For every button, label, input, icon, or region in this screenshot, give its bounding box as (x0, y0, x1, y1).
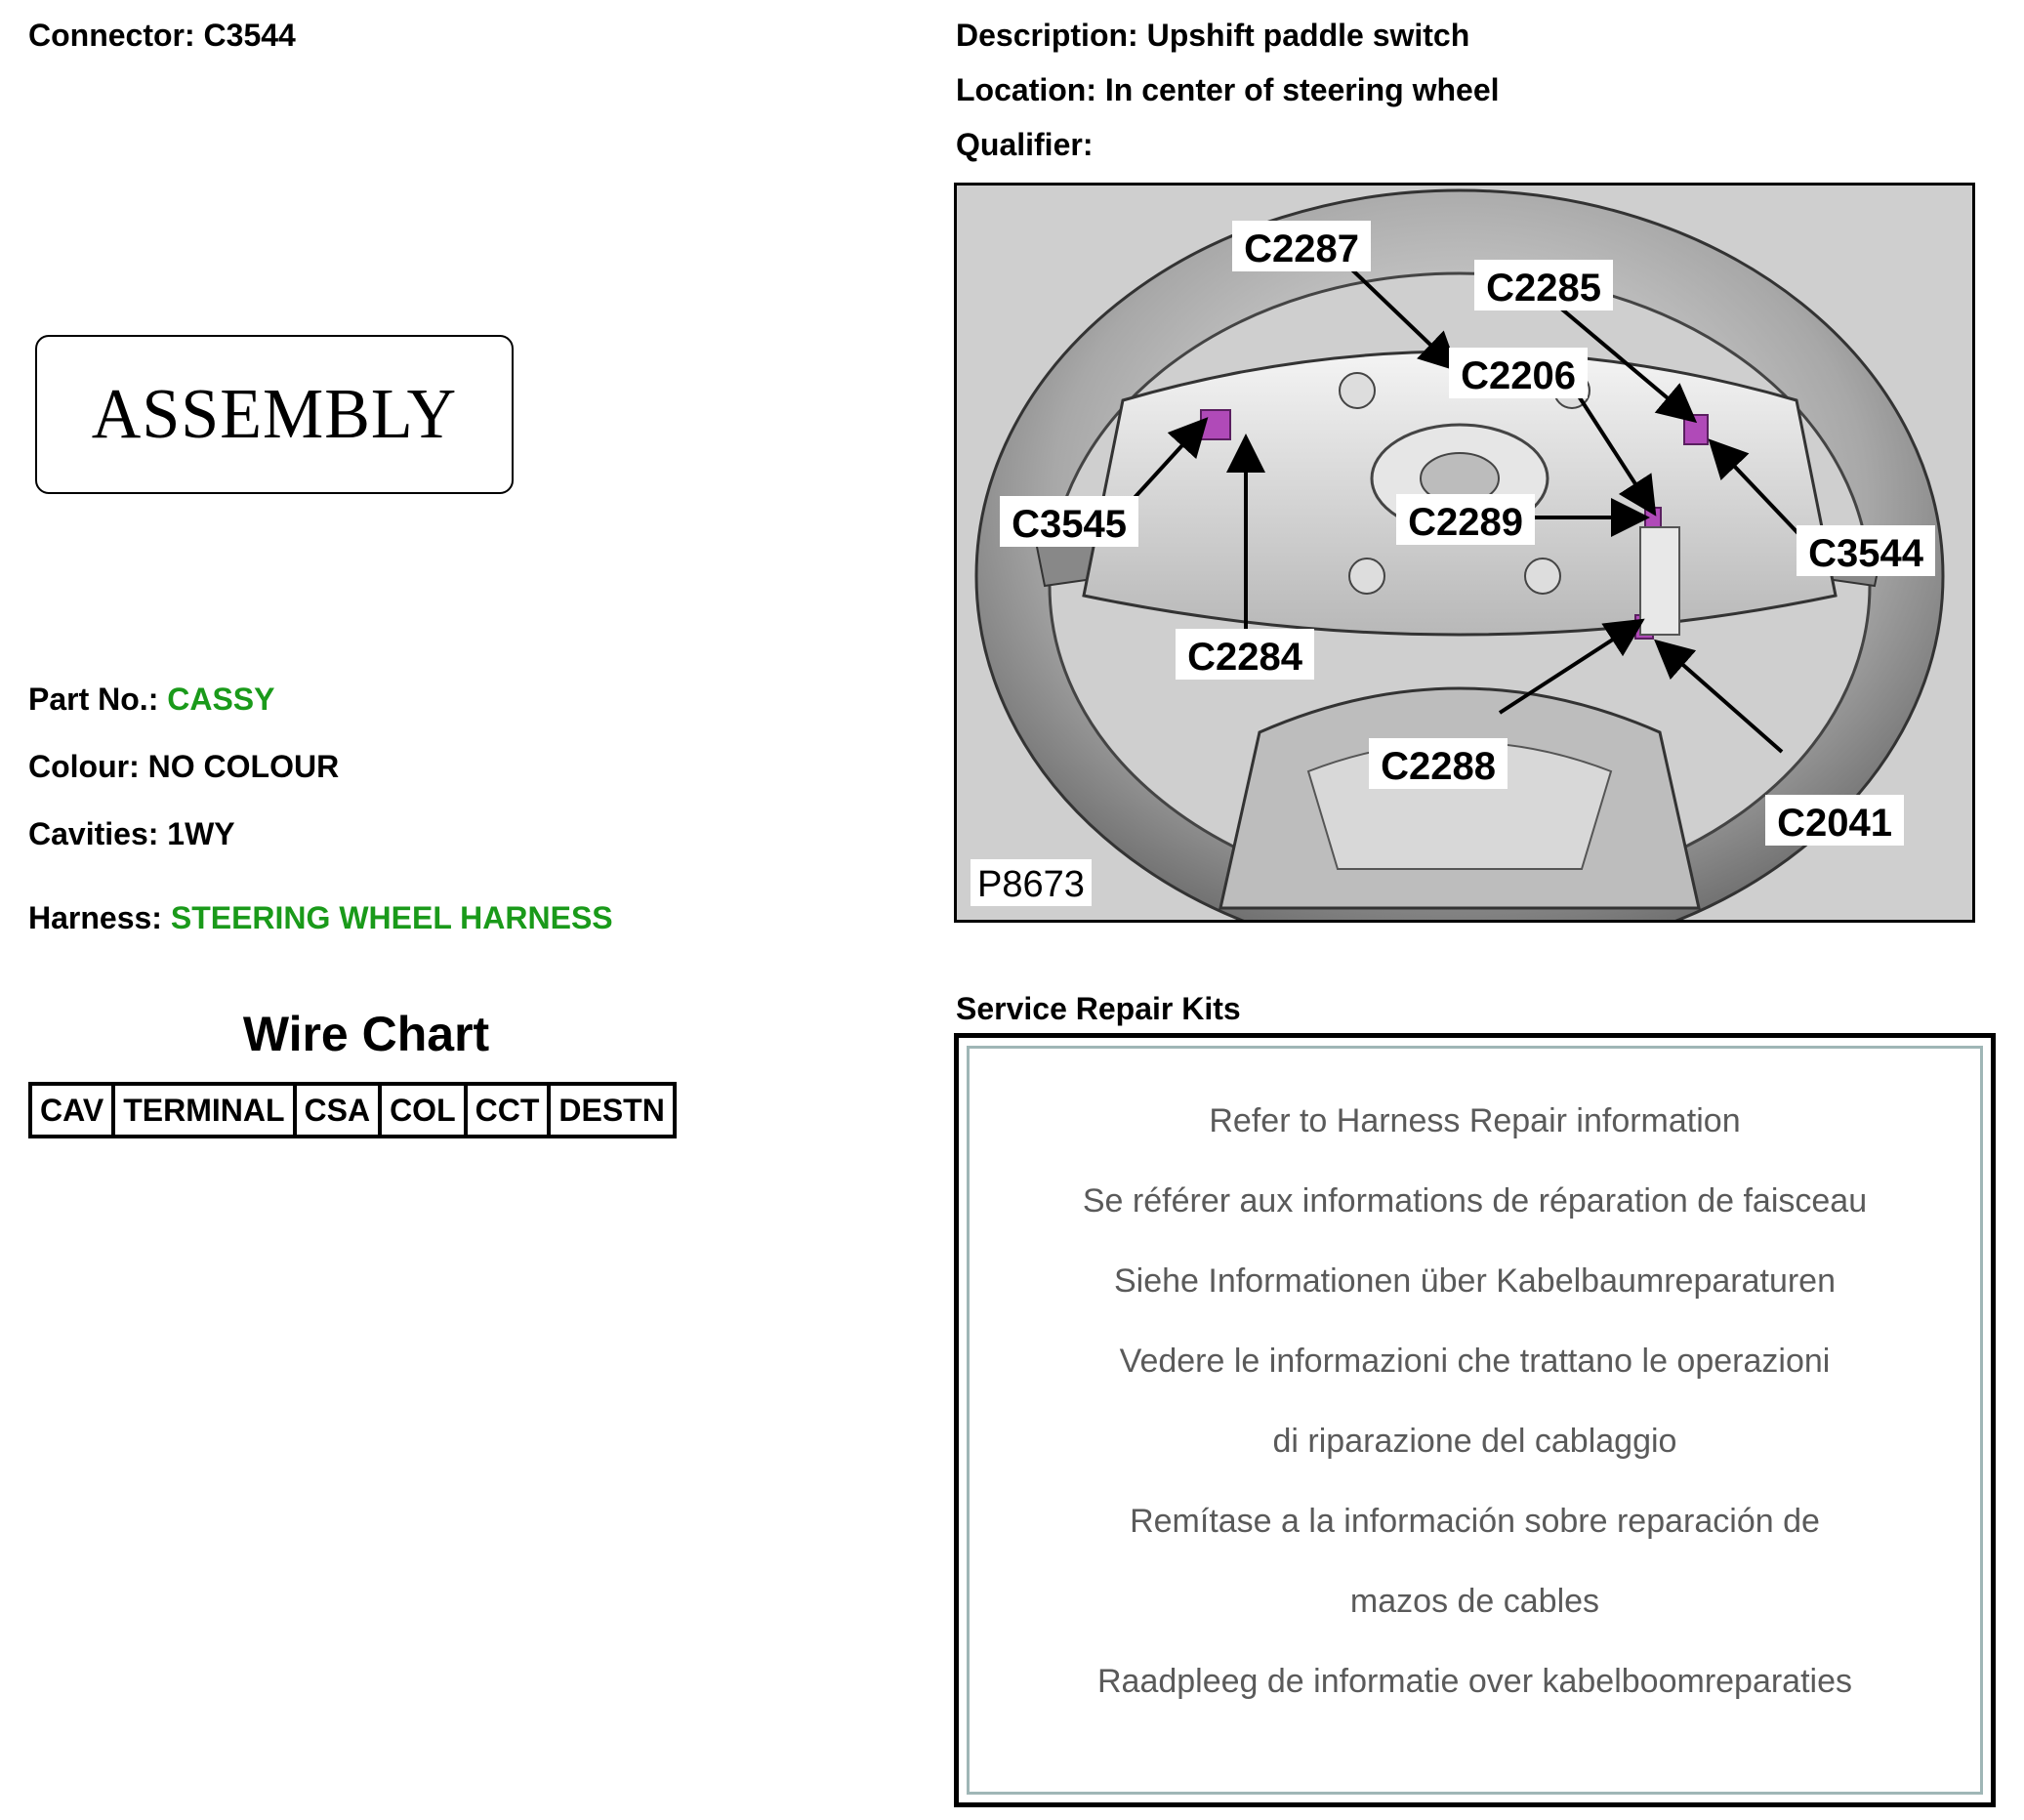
kit-line-it-1: Vedere le informazioni che trattano le operazioni (1119, 1343, 1831, 1380)
part-number-value[interactable]: CASSY (167, 682, 275, 717)
col-terminal: TERMINAL (115, 1086, 296, 1135)
kit-line-nl: Raadpleeg de informatie over kabelboomreparaties (1096, 1663, 1853, 1700)
cavities-field (28, 816, 235, 852)
callout-c3544 (1797, 525, 1935, 576)
col-cct: CCT (468, 1086, 552, 1135)
wire-chart-title: Wire Chart (242, 1007, 490, 1061)
col-destn: DESTN (558, 1092, 665, 1128)
callout-c2289 (1396, 494, 1535, 545)
part-number-field (28, 682, 274, 718)
connector-value: C3544 (203, 18, 296, 53)
callout-c2285 (1474, 260, 1613, 310)
colour-field (28, 749, 339, 785)
kit-line-fr: Se référer aux informations de réparation de faisceau (1082, 1182, 1868, 1220)
callout-c2041 (1765, 795, 1904, 846)
callout-c2288 (1369, 738, 1508, 789)
kit-line-es-1: Remítase a la información sobre reparación de (1130, 1503, 1820, 1540)
svg-text:C3544: C3544 (1808, 532, 1923, 575)
callout-c3545 (1000, 496, 1138, 547)
cavities-label: Cavities: (28, 816, 159, 851)
qualifier-field (956, 127, 1093, 163)
qualifier-label: Qualifier: (956, 127, 1094, 162)
svg-text:C2206: C2206 (1461, 354, 1576, 397)
description-value: Upshift paddle switch (1146, 18, 1470, 53)
harness-label: Harness: (28, 900, 162, 935)
connector-c3544-shape (1684, 415, 1708, 444)
wire-chart-header-row (32, 1086, 673, 1135)
svg-text:P8673: P8673 (977, 864, 1085, 905)
connector-label: Connector: (28, 18, 195, 53)
callout-c2206 (1449, 348, 1588, 398)
description-label: Description: (956, 18, 1138, 53)
harness-field (28, 900, 613, 936)
callout-c2287 (1232, 221, 1371, 271)
col-cav: CAV (32, 1086, 115, 1135)
assembly-text: ASSEMBLY (91, 374, 458, 454)
connector-c3545-shape (1201, 410, 1230, 439)
kit-line-de: Siehe Informationen über Kabelbaumreparaturen (1113, 1262, 1837, 1300)
wire-chart-table (28, 1082, 677, 1138)
cavities-value: 1WY (167, 816, 235, 851)
description-field (956, 18, 1469, 54)
connector-field (28, 18, 296, 54)
svg-text:C2285: C2285 (1486, 267, 1601, 310)
colour-label: Colour: (28, 749, 140, 784)
assembly-box (35, 335, 514, 494)
steering-wheel-figure (954, 183, 1975, 923)
kit-line-es-2: mazos de cables (1349, 1583, 1600, 1620)
svg-text:C2284: C2284 (1187, 636, 1302, 679)
svg-text:C2287: C2287 (1244, 228, 1359, 270)
location-field (956, 72, 1500, 108)
svg-text:C2041: C2041 (1777, 802, 1892, 845)
col-col: COL (382, 1086, 468, 1135)
colour-value: NO COLOUR (147, 749, 340, 784)
part-number-label: Part No.: (28, 682, 159, 717)
col-csa: CSA (297, 1086, 383, 1135)
harness-value[interactable]: STEERING WHEEL HARNESS (170, 900, 613, 935)
kit-line-it-2: di riparazione del cablaggio (1272, 1423, 1677, 1460)
service-kits-box (954, 1033, 1996, 1807)
figure-id (971, 859, 1092, 906)
callout-c2284 (1176, 629, 1314, 680)
connector-c2206-shape (1645, 508, 1661, 527)
location-value: In center of steering wheel (1104, 72, 1500, 107)
service-kits-title: Service Repair Kits (956, 991, 1241, 1026)
kit-line-en: Refer to Harness Repair information (1209, 1102, 1741, 1139)
svg-text:C2288: C2288 (1381, 745, 1496, 788)
svg-text:C3545: C3545 (1012, 503, 1127, 546)
location-label: Location: (956, 72, 1096, 107)
svg-text:C2289: C2289 (1408, 501, 1523, 544)
